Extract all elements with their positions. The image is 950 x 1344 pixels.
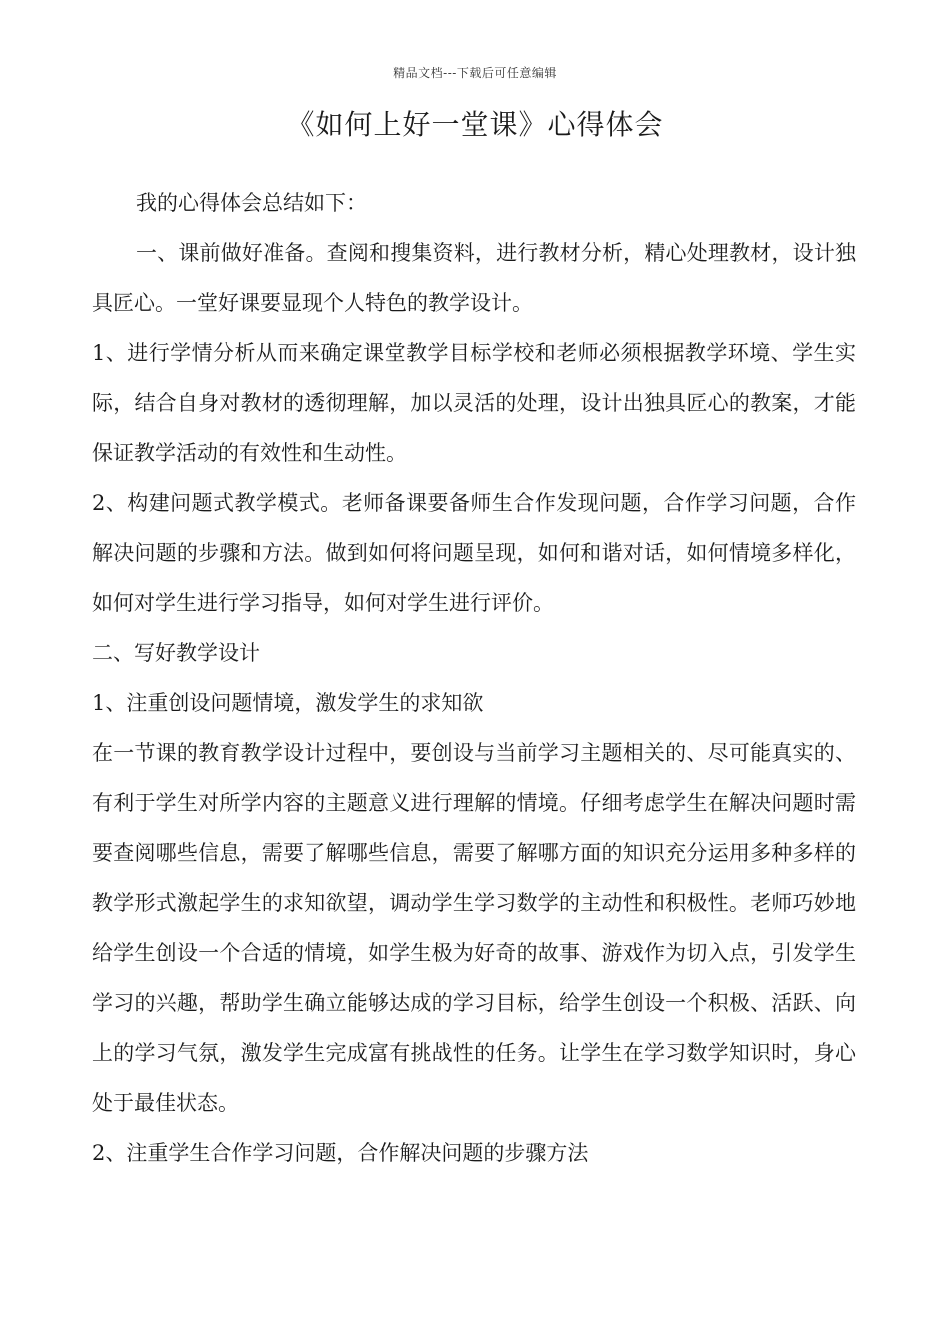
section-one-paragraph: 一、课前做好准备。查阅和搜集资料，进行教材分析，精心处理教材，设计独具匠心。一堂好课要显现个人特色的教学设计。 — [92, 241, 856, 315]
point-one-paragraph: 1、进行学情分析从而来确定课堂教学目标学校和老师必须根据教学环境、学生实际，结合自身对教材的透彻理解，加以灵活的处理，设计出独具匠心的教案，才能保证教学活动的有效性和生动性。 — [92, 341, 856, 465]
document-title: 《如何上好一堂课》心得体会 — [286, 108, 664, 141]
section-two-heading: 二、写好教学设计 — [92, 641, 260, 665]
page-header: 精品文档---下载后可任意编辑 — [393, 66, 557, 80]
subsection-two-heading: 2、注重学生合作学习问题，合作解决问题的步骤方法 — [92, 1141, 589, 1165]
subsection-one-heading: 1、注重创设问题情境，激发学生的求知欲 — [92, 691, 484, 715]
document-body — [92, 178, 856, 1178]
subsection-one-paragraph: 在一节课的教育教学设计过程中，要创设与当前学习主题相关的、尽可能真实的、有利于学生对所学内容的主题意义进行理解的情境。仔细考虑学生在解决问题时需要查阅哪些信息，需要了解哪些信息，需要了解哪方面的知识充分运用多种多样的教学形式激起学生的求知欲望，调动学生学习数学的主动性和积极性。老师巧妙地给学生创设一个合适的情境，如学生极为好奇的故事、游戏作为切入点，引发学生学习的兴趣，帮助学生确立能够达成的学习目标，给学生创设一个积极、活跃、向上的学习气氛，激发学生完成富有挑战性的任务。让学生在学习数学知识时，身心处于最佳状态。 — [92, 741, 856, 1115]
point-two-paragraph: 2、构建问题式教学模式。老师备课要备师生合作发现问题，合作学习问题，合作解决问题的步骤和方法。做到如何将问题呈现，如何和谐对话，如何情境多样化，如何对学生进行学习指导，如何对学生进行评价。 — [92, 491, 856, 615]
intro-paragraph: 我的心得体会总结如下： — [136, 191, 367, 215]
